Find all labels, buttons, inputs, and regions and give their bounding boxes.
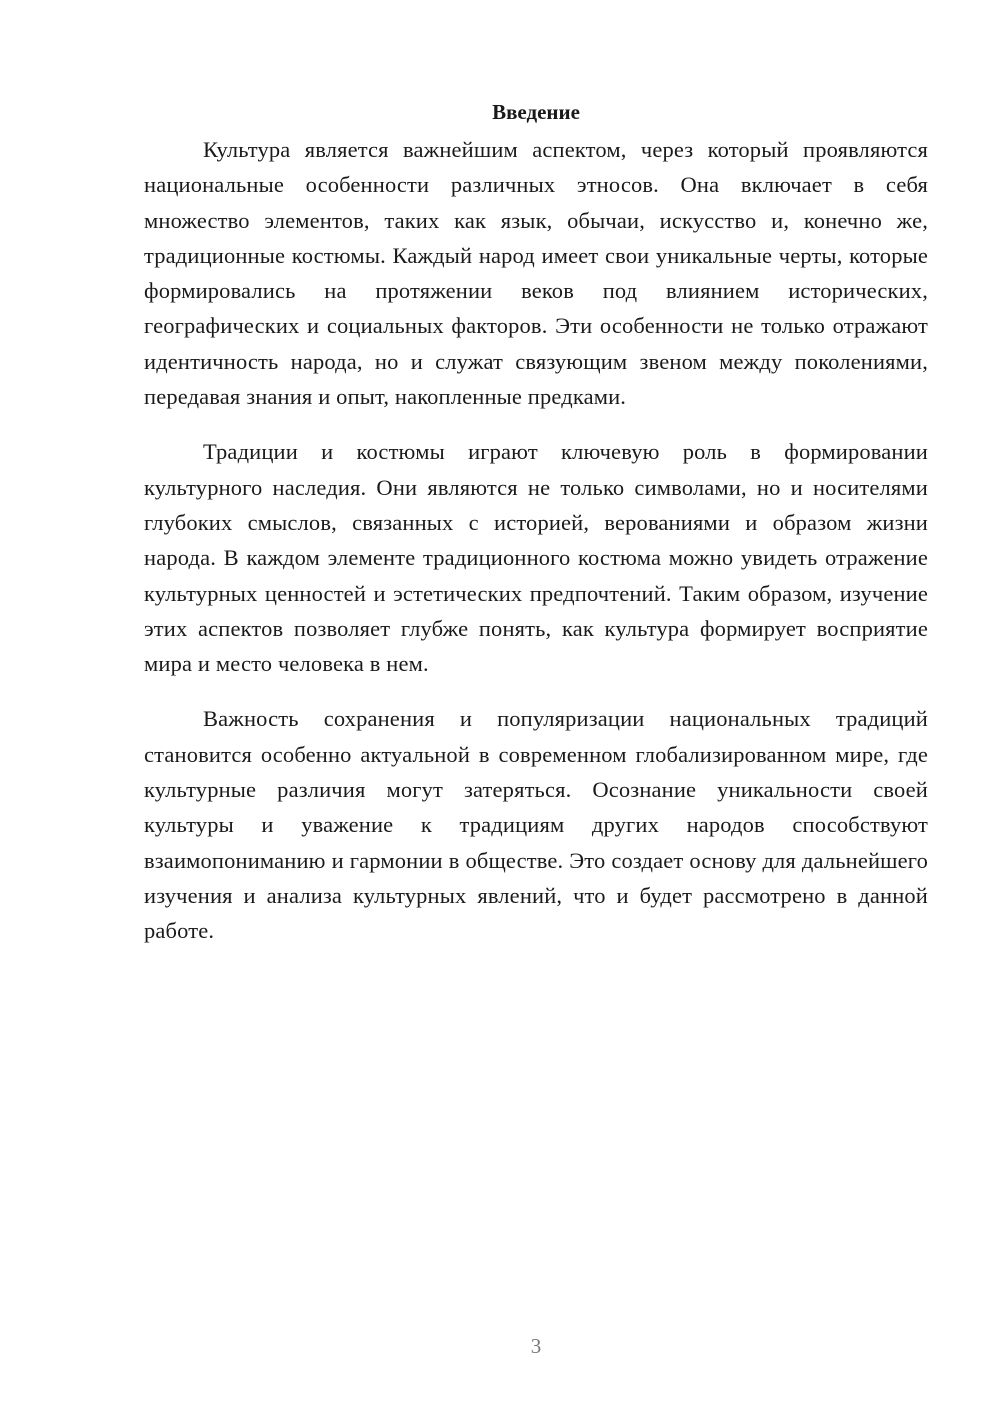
page-content <box>144 98 928 969</box>
paragraph-3: Важность сохранения и популяризации национальных традиций становится особенно актуальной в современном глобализированном мире, где культурные различия могут затеряться. Осознание уникальности своей культуры и уважение к традициям других народов способствуют взаимопониманию и гармонии в обществе. Это создает основу для дальнейшего изучения и анализа культурных явлений, что и будет рассмотрено в данной работе. <box>144 706 928 944</box>
page-number: 3 <box>530 1334 542 1358</box>
paragraph-2: Традиции и костюмы играют ключевую роль в формировании культурного наследия. Они являются не только символами, но и носителями глубоких смыслов, связанных с историей, верованиями и образом жизни народа. В каждом элементе традиционного костюма можно увидеть отражение культурных ценностей и эстетических предпочтений. Таким образом, изучение этих аспектов позволяет глубже понять, как культура формирует восприятие мира и место человека в нем. <box>144 439 928 677</box>
paragraph-1: Культура является важнейшим аспектом, через который проявляются национальные особенности различных этносов. Она включает в себя множество элементов, таких как язык, обычаи, искусство и, конечно же, традиционные костюмы. Каждый народ имеет свои уникальные черты, которые формировались на протяжении веков под влиянием исторических, географических и социальных факторов. Эти особенности не только отражают идентичность народа, но и служат связующим звеном между поколениями, передавая знания и опыт, накопленные предками. <box>144 137 928 410</box>
section-heading: Введение <box>492 100 580 124</box>
